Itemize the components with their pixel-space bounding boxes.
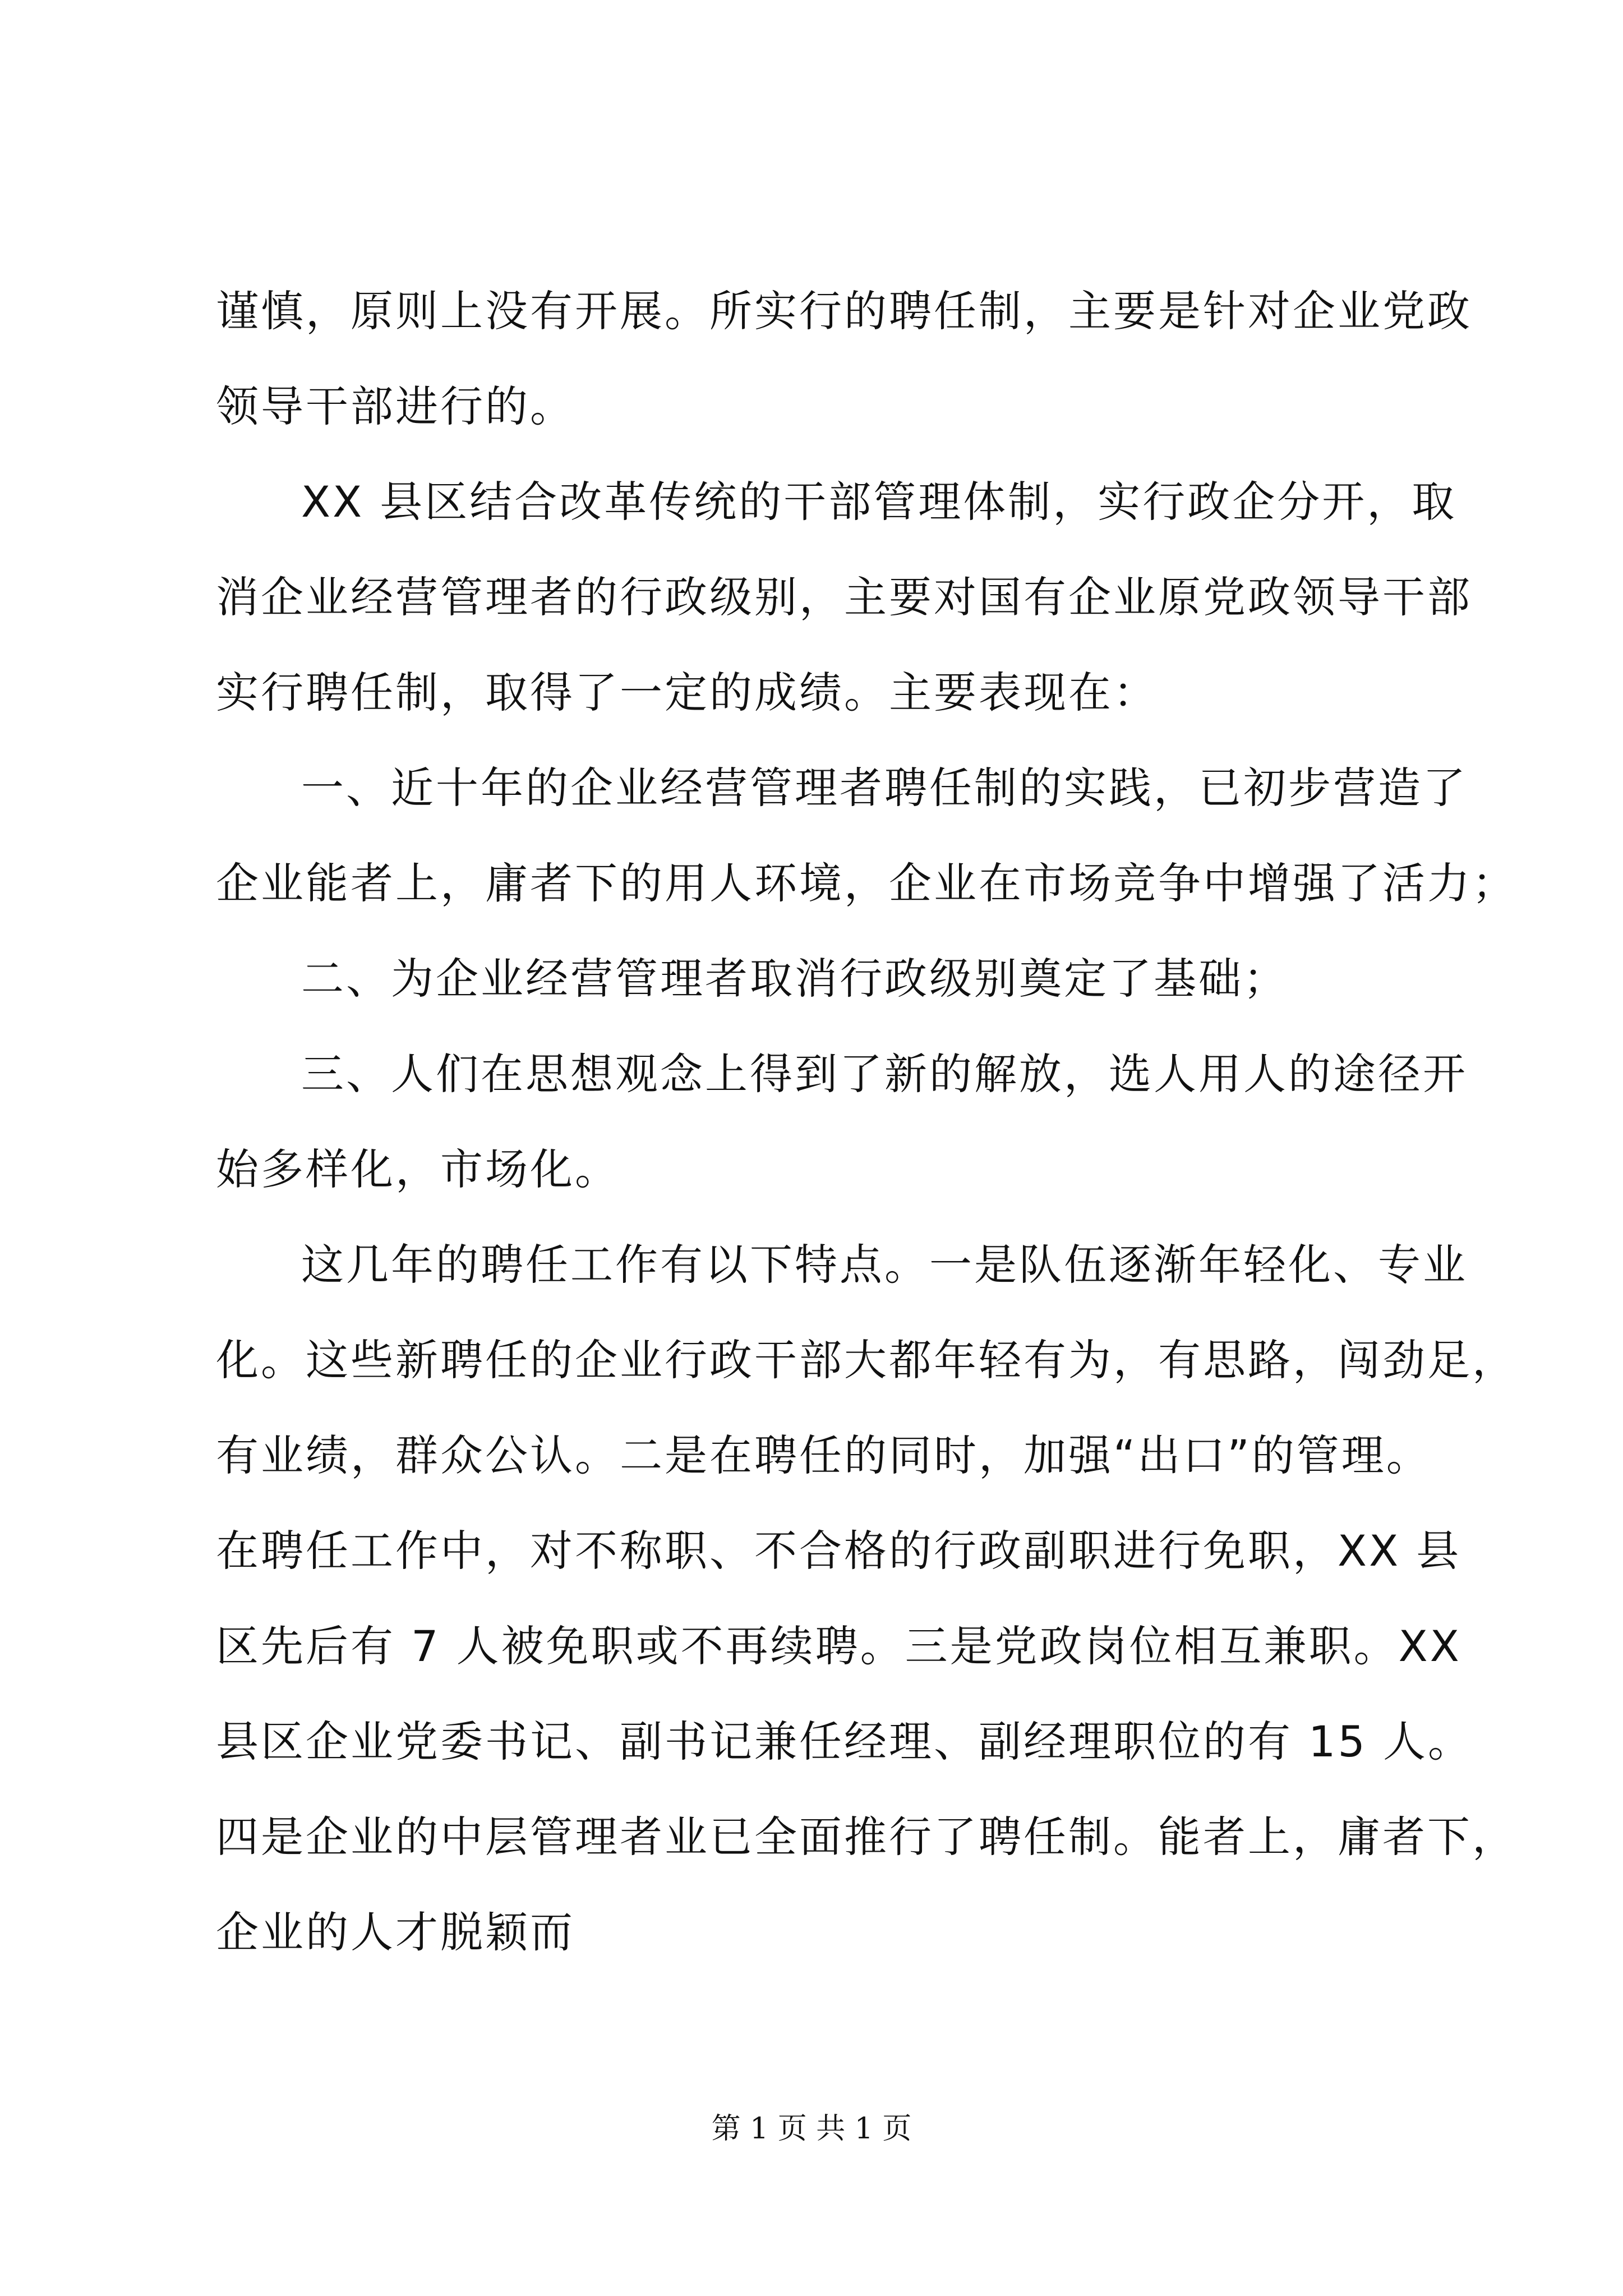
text-line: 区先后有 7 人被免职或不再续聘。三是党政岗位相互兼职。XX (216, 1621, 1461, 1671)
text-line: 领导干部进行的。 (216, 381, 575, 431)
page-footer (0, 2109, 1623, 2148)
paragraph-start-line: 一、近十年的企业经营管理者聘任制的实践，已初步营造了 (301, 763, 1468, 813)
text-line: 化。这些新聘任的企业行政干部大都年轻有为，有思路，闯劲足， (216, 1335, 1517, 1385)
text-line: 县区企业党委书记、副书记兼任经理、副经理职位的有 15 人。 (216, 1717, 1473, 1766)
text-line: 四是企业的中层管理者业已全面推行了聘任制。能者上，庸者下， (216, 1812, 1517, 1862)
paragraph-start-line: XX 县区结合改革传统的干部管理体制，实行政企分开，取 (301, 477, 1457, 527)
page-number-label: 第 1 页 共 1 页 (711, 2112, 912, 2146)
text-line: 企业的人才脱颖而 (216, 1907, 575, 1957)
body-text (216, 264, 1517, 1980)
text-line: 有业绩，群众公认。二是在聘任的同时，加强“出口”的管理。 (216, 1430, 1431, 1480)
text-line: 谨慎，原则上没有开展。所实行的聘任制，主要是针对企业党政 (216, 286, 1472, 336)
text-line: 实行聘任制，取得了一定的成绩。主要表现在： (216, 668, 1158, 717)
paragraph-start-line: 三、人们在思想观念上得到了新的解放，选人用人的途径开 (301, 1049, 1468, 1099)
text-line: 始多样化，市场化。 (216, 1144, 620, 1194)
paragraph-start-line: 这几年的聘任工作有以下特点。一是队伍逐渐年轻化、专业 (301, 1240, 1468, 1290)
text-line: 在聘任工作中，对不称职、不合格的行政副职进行免职，XX 县 (216, 1526, 1461, 1576)
paragraph-start-line: 二、为企业经营管理者取消行政级别奠定了基础； (301, 954, 1288, 1004)
text-line: 企业能者上，庸者下的用人环境，企业在市场竞争中增强了活力； (216, 858, 1517, 908)
text-line: 消企业经营管理者的行政级别，主要对国有企业原党政领导干部 (216, 572, 1472, 622)
